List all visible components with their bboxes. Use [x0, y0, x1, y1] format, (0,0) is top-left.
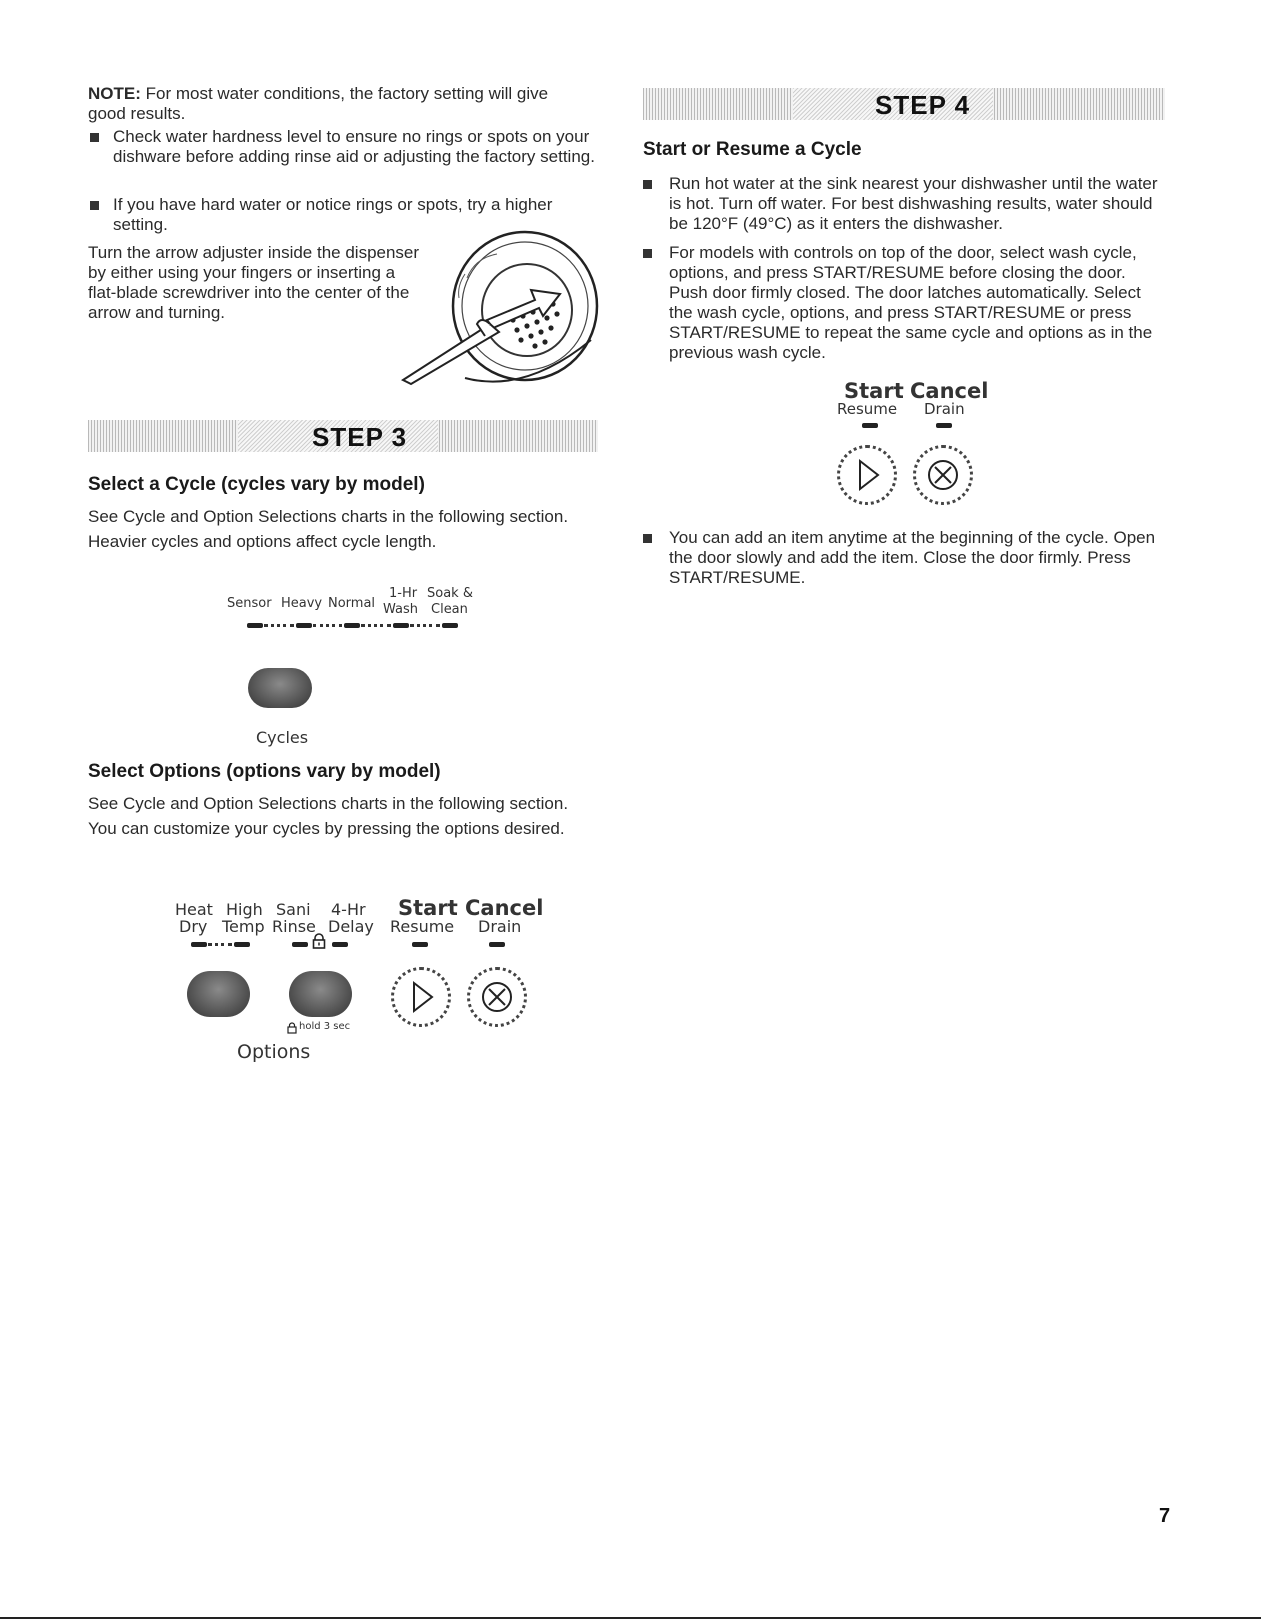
start-resume-led — [862, 423, 878, 428]
select-cycle-para-1: See Cycle and Option Selections charts in the following section. — [88, 507, 569, 526]
start-resume-button[interactable] — [391, 967, 451, 1027]
resume-label: Resume — [390, 917, 455, 936]
cancel-drain-button[interactable] — [467, 967, 527, 1027]
circle-x-icon — [916, 448, 970, 502]
cycle-label-clean: Clean — [431, 602, 468, 617]
cycle-label-heavy: Heavy — [281, 596, 323, 611]
cycle-label-1hr: 1-Hr — [389, 586, 418, 601]
bullet-marker — [643, 534, 652, 543]
cycle-indicator-led — [442, 623, 458, 628]
heat-dry-led — [191, 942, 207, 947]
options-caption: Options — [237, 1041, 311, 1063]
bullet-marker — [643, 249, 652, 258]
resume-label: Resume — [837, 400, 898, 418]
hard-water-bullet: If you have hard water or notice rings or spots, try a higher setting. — [113, 195, 553, 234]
option-high-label: High — [226, 900, 263, 919]
adjuster-paragraph: Turn the arrow adjuster inside the dispenser by either using your fingers or inserting a flat-blade screwdriver into the center of the arrow and turning. — [88, 243, 420, 322]
cancel-label: Cancel — [465, 896, 544, 920]
start-label: Start — [844, 379, 904, 403]
option-dry-label: Dry — [179, 917, 208, 936]
sani-rinse-option-button[interactable] — [289, 971, 352, 1017]
cycle-indicator-led — [296, 623, 312, 628]
option-sani-label: Sani — [276, 900, 311, 919]
hold-3-sec-label: hold 3 sec — [299, 1021, 351, 1032]
cycle-label-sensor: Sensor — [227, 596, 272, 611]
4hr-delay-led — [332, 942, 348, 947]
cycle-indicator-led — [393, 623, 409, 628]
step-3-banner — [88, 420, 598, 452]
select-cycle-heading: Select a Cycle (cycles vary by model) — [88, 474, 425, 495]
option-heat-label: Heat — [175, 900, 213, 919]
cycle-label-wash: Wash — [383, 602, 419, 617]
play-triangle-icon — [394, 970, 448, 1024]
heat-dry-option-button[interactable] — [187, 971, 250, 1017]
cycles-caption: Cycles — [256, 728, 309, 747]
select-options-para-2: You can customize your cycles by pressing the options desired. — [88, 819, 565, 838]
select-cycle-para-2: Heavier cycles and options affect cycle length. — [88, 532, 437, 551]
cycle-label-normal: Normal — [328, 596, 376, 611]
cancel-label: Cancel — [910, 379, 989, 403]
start-label: Start — [398, 896, 458, 920]
start-resume-heading: Start or Resume a Cycle — [643, 139, 862, 160]
cycle-indicator-led — [247, 623, 263, 628]
sani-rinse-led — [292, 942, 308, 947]
option-delay-label: Delay — [328, 917, 374, 936]
drain-label: Drain — [478, 917, 522, 936]
drain-label: Drain — [924, 400, 965, 418]
note-label: NOTE: — [88, 84, 141, 103]
cycles-button[interactable] — [248, 668, 312, 708]
select-options-heading: Select Options (options vary by model) — [88, 761, 441, 782]
option-temp-label: Temp — [222, 917, 265, 936]
step-4-banner — [643, 88, 1165, 120]
cancel-drain-button[interactable] — [913, 445, 973, 505]
bullet-marker — [90, 201, 99, 210]
bullet-marker — [90, 133, 99, 142]
hot-water-bullet: Run hot water at the sink nearest your dishwasher until the water is hot. Turn off water. For best dishwashing results, water should be 120°F (49°C) as it enters the dishwasher. — [669, 174, 1158, 233]
top-controls-bullet: For models with controls on top of the door, select wash cycle, options, and press START/RESUME before closing the door. Push door firmly closed. The door latches automatically. Select the wash cycle, options, and press START/RESUME or press START/RESUME to repeat the same cycle and options as in the previous wash cycle. — [669, 243, 1153, 362]
bottom-rule — [0, 1617, 1261, 1619]
lock-icon — [287, 1022, 297, 1034]
water-hardness-bullet: Check water hardness level to ensure no rings or spots on your dishware before adding rinse aid or adjusting the factory setting. — [113, 127, 595, 166]
step-3-label: STEP 3 — [312, 422, 408, 452]
bullet-marker — [643, 180, 652, 189]
option-rinse-label: Rinse — [272, 917, 316, 936]
note-paragraph — [88, 84, 588, 124]
start-resume-led — [412, 942, 428, 947]
page-number: 7 — [1159, 1505, 1171, 1527]
cancel-drain-led — [489, 942, 505, 947]
cancel-drain-led — [936, 423, 952, 428]
lock-icon — [312, 933, 326, 949]
cycle-label-soak: Soak & — [427, 586, 473, 601]
circle-x-icon — [470, 970, 524, 1024]
rinse-aid-dispenser-illustration — [395, 228, 605, 386]
select-options-para-1: See Cycle and Option Selections charts in the following section. — [88, 794, 569, 813]
high-temp-led — [234, 942, 250, 947]
add-item-bullet: You can add an item anytime at the beginning of the cycle. Open the door slowly and add the item. Close the door firmly. Press START/RESUME. — [669, 528, 1156, 587]
play-triangle-icon — [840, 448, 894, 502]
step-4-label: STEP 4 — [875, 90, 971, 120]
note-text: For most water conditions, the factory setting will give good results. — [88, 84, 549, 123]
start-resume-button[interactable] — [837, 445, 897, 505]
cycle-indicator-led — [344, 623, 360, 628]
option-4hr-label: 4-Hr — [331, 900, 366, 919]
